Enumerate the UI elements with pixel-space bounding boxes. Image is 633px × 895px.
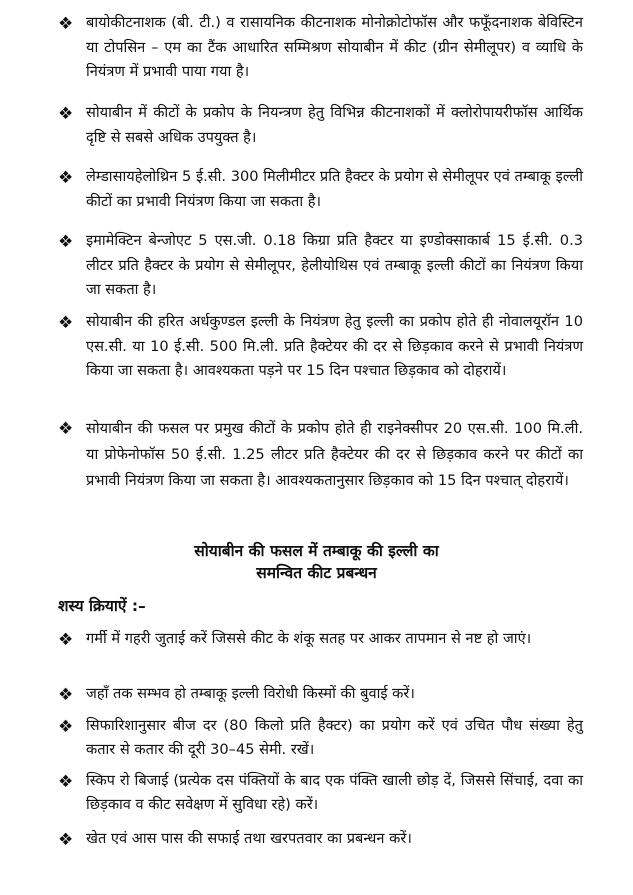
list-item-text: जहाँ तक सम्भव हो तम्बाकू इल्ली विरोधी किस्मों की बुवाई करें। xyxy=(86,685,415,702)
diamond-bullet-icon: ❖ xyxy=(58,14,74,34)
list-item-text: स्किप रो बिजाई (प्रत्येक दस पंक्तियों के बाद एक पंक्ति खाली छोड़ दें, जिससे सिंचाई, दवा का छिड़काव व कीट सवेक्षण में सुविधा रहे) करें। xyxy=(86,772,583,813)
diamond-bullet-icon: ❖ xyxy=(58,104,74,124)
list-item-text: बायोकीटनाशक (बी. टी.) व रासायनिक कीटनाशक मोनोक्रोटोफॉस और फफूँदनाशक बेविस्टिन या टोपसिन – एम का टैंक आधारित सम्मिश्रण सोयाबीन में कीट (ग्रीन सेमीलूपर) व व्याधि के नियंत्रण में प्रभावी पाया गया है। xyxy=(86,14,583,80)
list-item-text: सोयाबीन की फसल पर प्रमुख कीटों के प्रकोप होते ही राइनेक्सीपर 20 एस.सी. 100 मि.ली. या प्रोफेनोफॉस 50 ई.सी. 1.25 लीटर प्रति हैक्टेयर की दर से छिड़काव करने पर कीटों का प्रभावी नियंत्रण किया जा सकता है। आवश्यकतानुसार छिड़काव को 15 दिन पश्चात् दोहरायें। xyxy=(86,420,583,489)
diamond-bullet-icon: ❖ xyxy=(58,772,74,792)
diamond-bullet-icon: ❖ xyxy=(58,232,74,252)
list-item-text: सिफारिशानुसार बीज दर (80 किलो प्रति हैक्टर) का प्रयोग करें एवं उचित पौध संख्या हेतु कतार से कतार की दूरी 30–45 सेमी. रखें। xyxy=(86,717,583,758)
list-item-text: सोयाबीन में कीटों के प्रकोप के नियन्त्रण हेतु विभिन्न कीटनाशकों में क्लोरोपायरीफॉस आर्थिक दृष्टि से सबसे अधिक उपयुक्त है। xyxy=(86,104,583,146)
subheading: शस्य क्रियाऐं :– xyxy=(58,597,146,615)
section-title-line-2: समन्वित कीट प्रबन्धन xyxy=(256,564,377,582)
diamond-bullet-icon: ❖ xyxy=(58,313,74,333)
list-item-text: सोयाबीन की हरित अर्धकुण्डल इल्ली के नियंत्रण हेतु इल्ली का प्रकोप होते ही नोवालयूरॉन 10 एस.सी. या 10 ई.सी. 500 मि.ली. प्रति हैक्टेयर की दर से छिड़काव करने से प्रभावी नियंत्रण किया जा सकता है। आवश्यकता पड़ने पर 15 दिन पश्चात छिड़काव को दोहरायें। xyxy=(86,313,583,379)
list-item-text: गर्मी में गहरी जुताई करें जिससे कीट के शंकू सतह पर आकर तापमान से नष्ट हो जाएं। xyxy=(86,630,532,647)
diamond-bullet-icon: ❖ xyxy=(58,685,74,705)
list-item-text: लेम्डासायहेलोथ्रिन 5 ई.सी. 300 मिलीमीटर प्रति हैक्टर के प्रयोग से सेमीलूपर एवं तम्बाकू इल्ली कीटों का प्रभावी नियंत्रण किया जा सकता है। xyxy=(86,168,583,210)
diamond-bullet-icon: ❖ xyxy=(58,419,74,439)
diamond-bullet-icon: ❖ xyxy=(58,717,74,737)
section-title-line-1: सोयाबीन की फसल में तम्बाकू की इल्ली का xyxy=(194,542,439,560)
diamond-bullet-icon: ❖ xyxy=(58,830,74,850)
list-item-text: इमामेक्टिन बेन्जोएट 5 एस.जी. 0.18 किग्रा प्रति हैक्टर या इण्डोक्साकार्ब 15 ई.सी. 0.3 लीटर प्रति हैक्टर के प्रयोग से सेमीलूपर, हेलीयोथिस एवं तम्बाकू इल्ली कीटों का नियंत्रण किया जा सकता है। xyxy=(86,232,583,298)
diamond-bullet-icon: ❖ xyxy=(58,630,74,650)
list-item-text: खेत एवं आस पास की सफाई तथा खरपतवार का प्रबन्धन करें। xyxy=(86,830,412,847)
diamond-bullet-icon: ❖ xyxy=(58,168,74,188)
